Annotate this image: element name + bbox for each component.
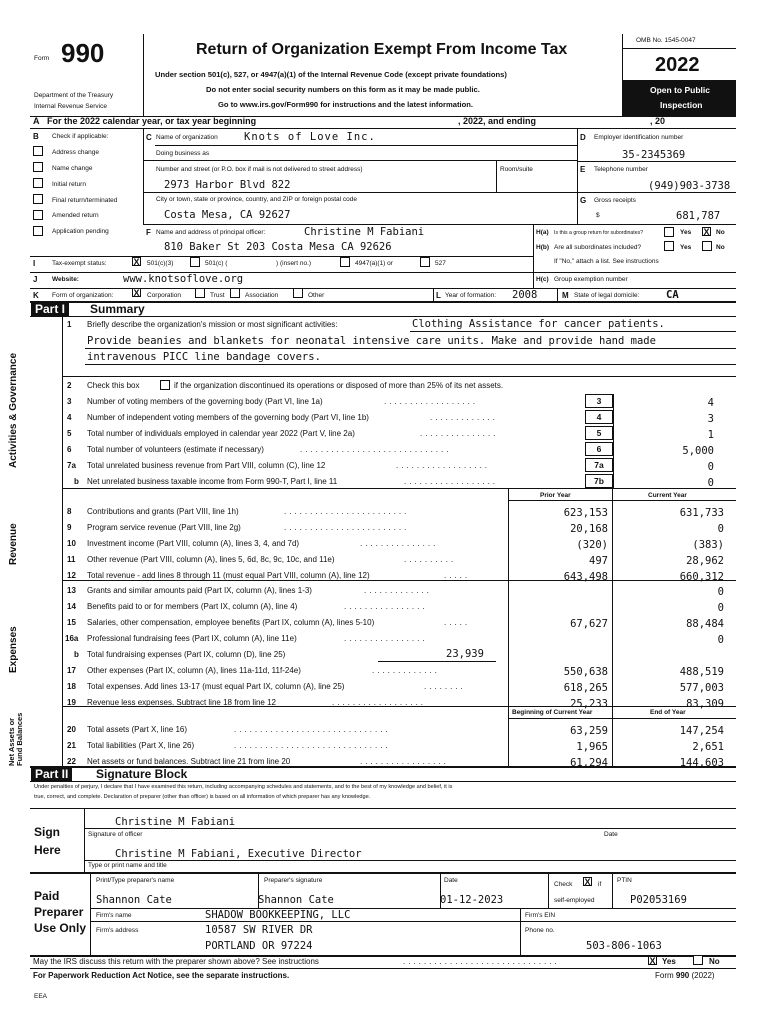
h-b-no-checkbox[interactable] [702, 241, 712, 251]
firm-name[interactable]: SHADOW BOOKKEEPING, LLC [205, 909, 351, 921]
mission-line-1[interactable]: Clothing Assistance for cancer patients. [412, 318, 665, 330]
current-value[interactable]: 577,003 [679, 682, 724, 694]
application-pending-checkbox[interactable] [33, 226, 43, 236]
form-subtitle-3: Go to www.irs.gov/Form990 for instructions and the latest information. [218, 100, 473, 109]
preparer-date-label: Date [444, 877, 458, 884]
form-number: 990 [61, 38, 105, 68]
firm-address-label: Firm's address [96, 927, 139, 934]
line-value[interactable]: 3 [707, 413, 714, 425]
room-suite-label: Room/suite [500, 166, 533, 173]
mission-line-3[interactable]: intravenous PICC line bandage covers. [87, 351, 321, 363]
line-num: 20 [67, 725, 76, 734]
section-m-label: M [562, 291, 569, 300]
line-num: 19 [67, 698, 76, 707]
principal-officer-address[interactable]: 810 Baker St 203 Costa Mesa CA 92626 [164, 241, 392, 253]
sign-date-label: Date [604, 831, 618, 838]
side-revenue: Revenue [8, 523, 19, 565]
line-box: 7b [585, 474, 613, 488]
current-value[interactable]: 144,603 [679, 757, 724, 769]
discuss-no-label: No [709, 957, 720, 966]
current-value[interactable]: 631,733 [679, 507, 724, 519]
line-num: b [74, 650, 79, 659]
currency-symbol: $ [596, 212, 600, 219]
line-a-text: For the 2022 calendar year, or tax year beginning [47, 116, 257, 126]
gross-receipts-title: Gross receipts [594, 197, 636, 204]
current-value[interactable]: 488,519 [679, 666, 724, 678]
org-street[interactable]: 2973 Harbor Blvd 822 [164, 179, 291, 191]
paid-preparer-3: Use Only [34, 921, 87, 935]
section-k-label: K [33, 291, 39, 300]
phone-value[interactable]: (949)903-3738 [648, 180, 731, 192]
officer-signature[interactable]: Christine M Fabiani [115, 816, 236, 828]
line-text: Net unrelated business taxable income from Form 990-T, Part I, line 11 [87, 477, 338, 486]
line-text: Professional fundraising fees (Part IX, column (A), line 11e) [87, 634, 297, 643]
current-value[interactable]: 83,309 [686, 698, 724, 710]
line-text: Total expenses. Add lines 13-17 (must equal Part IX, column (A), line 25) [87, 682, 345, 691]
formation-year-value[interactable]: 2008 [512, 289, 538, 301]
form-corporation-checkbox[interactable]: X [133, 288, 140, 298]
dept-irs: Internal Revenue Service [34, 103, 107, 110]
line-box: 4 [585, 410, 613, 424]
h-a-no-label: No [716, 229, 725, 236]
status-501c-label: 501(c) ( [205, 260, 228, 267]
end-year-header: End of Year [650, 709, 686, 716]
org-city[interactable]: Costa Mesa, CA 92627 [164, 209, 291, 221]
discuss-yes-label: Yes [662, 957, 676, 966]
line-num: 5 [67, 429, 72, 438]
h-c-label: H(c) [536, 276, 549, 283]
omb-number: OMB No. 1545-0047 [636, 37, 696, 44]
line-num: 11 [67, 555, 76, 564]
phone-title: Telephone number [594, 166, 648, 173]
line-text: Total assets (Part X, line 16) [87, 725, 188, 734]
line-text: Benefits paid to or for members (Part IX, column (A), line 4) [87, 602, 298, 611]
form-title: Return of Organization Exempt From Income Tax [196, 41, 568, 58]
h-a-label: H(a) [536, 229, 549, 236]
line-text: Contributions and grants (Part VIII, line 1h) [87, 507, 239, 516]
line-num: 4 [67, 413, 72, 422]
tax-year: 2022 [655, 54, 700, 76]
current-value[interactable]: 2,651 [692, 741, 724, 753]
status-4947-label: 4947(a)(1) or [355, 260, 393, 267]
line-value[interactable]: 4 [707, 397, 714, 409]
line-text: Salaries, other compensation, employee benefits (Part IX, column (A), lines 5-10) [87, 618, 375, 627]
prior-value[interactable]: (320) [576, 539, 608, 551]
prior-value[interactable]: 61,294 [570, 757, 608, 769]
form-corporation-label: Corporation [147, 292, 181, 299]
section-e-label: E [580, 165, 586, 174]
paid-preparer-2: Preparer [34, 905, 84, 919]
beginning-year-header: Beginning of Current Year [512, 709, 593, 716]
prior-value[interactable]: 25,233 [570, 698, 608, 710]
h-a-yes-checkbox[interactable] [664, 227, 674, 237]
line-num: 8 [67, 507, 72, 516]
initial-return-checkbox[interactable] [33, 178, 43, 188]
org-form-title: Form of organization: [52, 292, 114, 299]
line-value[interactable]: 0 [707, 477, 714, 489]
perjury-statement-1: Under penalties of perjury, I declare that I have examined this return, including accompanying schedules and statements, and to the best of my knowledge and belief, it is [34, 784, 453, 790]
prior-value[interactable]: 550,638 [563, 666, 608, 678]
line-num: 9 [67, 523, 72, 532]
ptin-label: PTIN [617, 877, 632, 884]
side-activities-governance: Activities & Governance [8, 352, 19, 468]
h-a-yes-label: Yes [680, 229, 692, 236]
firm-phone-label: Phone no. [525, 927, 555, 934]
line1-text: Briefly describe the organization's mission or most significant activities: [87, 320, 338, 329]
h-b-text: Are all subordinates included? [554, 244, 642, 251]
h-b-note: If "No," attach a list. See instructions [554, 258, 659, 265]
part2-title: Signature Block [96, 767, 188, 781]
line-num: 10 [67, 539, 76, 548]
officer-name-title[interactable]: Christine M Fabiani, Executive Director [115, 848, 362, 860]
h-a-text: Is this a group return for subordinates? [554, 230, 644, 236]
line-text: Total unrelated business revenue from Part VIII, column (C), line 12 [87, 461, 326, 470]
line-text: Grants and similar amounts paid (Part IX, column (A), lines 1-3) [87, 586, 312, 595]
line-num: 18 [67, 682, 76, 691]
line-text: Investment income (Part VIII, column (A), lines 3, 4, and 7d) [87, 539, 300, 548]
principal-officer-name[interactable]: Christine M Fabiani [304, 226, 425, 238]
prior-value[interactable]: 497 [589, 555, 608, 567]
h-b-no-label: No [716, 244, 725, 251]
current-value[interactable]: 88,484 [686, 618, 724, 630]
line-num: 12 [67, 571, 76, 580]
form-trust-label: Trust [210, 292, 225, 299]
line-num: 16a [65, 634, 79, 643]
status-501c-insert: ) (insert no.) [276, 260, 312, 267]
firm-phone[interactable]: 503-806-1063 [586, 940, 662, 952]
prior-value[interactable]: 618,265 [563, 682, 608, 694]
discuss-no-checkbox[interactable] [693, 955, 703, 965]
section-l-label: L [436, 291, 441, 300]
address-change-checkbox[interactable] [33, 146, 43, 156]
prior-value[interactable]: 623,153 [563, 507, 608, 519]
line-value[interactable]: 0 [707, 461, 714, 473]
form-subtitle-2: Do not enter social security numbers on this form as it may be made public. [206, 85, 480, 94]
h-c-text: Group exemption number [554, 276, 628, 283]
line-num: 22 [67, 757, 76, 766]
website-value[interactable]: www.knotsoflove.org [123, 273, 244, 285]
prior-value[interactable]: 20,168 [570, 523, 608, 535]
h-b-yes-label: Yes [680, 244, 692, 251]
discuss-question: May the IRS discuss this return with the preparer shown above? See instructions [33, 957, 319, 966]
line-num: 21 [67, 741, 76, 750]
prior-value[interactable]: 63,259 [570, 725, 608, 737]
application-pending-label: Application pending [52, 228, 109, 235]
current-value[interactable]: 28,962 [686, 555, 724, 567]
section-d-label: D [580, 133, 586, 142]
sign-here-1: Sign [34, 825, 60, 839]
prior-value[interactable]: 67,627 [570, 618, 608, 630]
h-a-no-checkbox[interactable]: X [703, 227, 710, 237]
h-b-yes-checkbox[interactable] [664, 241, 674, 251]
line-text: Other expenses (Part IX, column (A), lines 11a-11d, 11f-24e) [87, 666, 301, 675]
perjury-statement-2: true, correct, and complete. Declaration of preparer (other than officer) is based on all information of which preparer has any knowledge. [34, 794, 371, 800]
status-501c3-label: 501(c)(3) [147, 260, 174, 267]
line1-num: 1 [67, 320, 72, 329]
line-text: Total liabilities (Part X, line 26) [87, 741, 195, 750]
paperwork-notice: For Paperwork Reduction Act Notice, see the separate instructions. [33, 971, 290, 980]
line-text: Total fundraising expenses (Part IX, column (D), line 25) [87, 650, 286, 659]
line-num: b [74, 477, 79, 486]
form-subtitle-1: Under section 501(c), 527, or 4947(a)(1) of the Internal Revenue Code (except private foundations) [155, 70, 507, 79]
line-num: 15 [67, 618, 76, 627]
self-employed-checkbox[interactable]: X [584, 877, 591, 887]
form-association-label: Association [245, 292, 279, 299]
line-box: 7a [585, 458, 613, 472]
preparer-date[interactable]: 01-12-2023 [440, 894, 504, 906]
current-value[interactable]: (383) [692, 539, 724, 551]
initial-return-label: Initial return [52, 181, 86, 188]
side-net-assets: Net Assets or Fund Balances [7, 712, 24, 766]
line-num: 6 [67, 445, 72, 454]
firm-ein-label: Firm's EIN [525, 912, 556, 919]
mission-line-2[interactable]: Provide beanies and blankets for neonatal intensive care units. Make and provide hand made [87, 335, 656, 347]
section-b-title: Check if applicable: [52, 133, 109, 140]
self-employed-label: self-employed [554, 897, 595, 904]
section-i-label: I [33, 259, 36, 268]
h-b-label: H(b) [536, 244, 549, 251]
address-change-label: Address change [52, 149, 99, 156]
formation-year-title: Year of formation: [445, 292, 497, 299]
line-a-end: , 20 [650, 116, 666, 126]
status-501c3-checkbox[interactable]: X [133, 257, 140, 267]
gross-receipts-value[interactable]: 681,787 [676, 210, 721, 222]
preparer-name-label: Print/Type preparer's name [96, 877, 175, 884]
prior-value[interactable]: 1,965 [576, 741, 608, 753]
line-num: 13 [67, 586, 76, 595]
line-num: 14 [67, 602, 76, 611]
line-a-mid: , 2022, and ending [458, 116, 537, 126]
firm-name-label: Firm's name [96, 912, 132, 919]
form-footer-ref: Form 990 (2022) [655, 971, 715, 980]
if-label: if [598, 881, 602, 888]
line-text: Net assets or fund balances. Subtract line 21 from line 20 [87, 757, 291, 766]
line-text: Total number of individuals employed in calendar year 2022 (Part V, line 2a) [87, 429, 355, 438]
line2-text-b: if the organization discontinued its operations or disposed of more than 25% of its net assets. [174, 381, 504, 390]
discuss-yes-checkbox[interactable]: X [649, 956, 656, 966]
street-label: Number and street (or P.O. box if mail is not delivered to street address) [156, 166, 363, 173]
status-527-checkbox[interactable] [420, 257, 430, 267]
current-value[interactable]: 0 [717, 523, 724, 535]
line-box: 6 [585, 442, 613, 456]
current-value[interactable]: 0 [717, 634, 724, 646]
org-name[interactable]: Knots of Love Inc. [244, 131, 376, 143]
firm-address-2[interactable]: PORTLAND OR 97224 [205, 940, 313, 952]
ein-value[interactable]: 35-2345369 [622, 149, 686, 161]
line-text: Number of voting members of the governing body (Part VI, line 1a) [87, 397, 323, 406]
form-prefix: Form [34, 55, 50, 62]
domicile-title: State of legal domicile: [574, 292, 640, 299]
check-label: Check [554, 881, 573, 888]
open-public-1: Open to Public [650, 85, 710, 95]
city-label: City or town, state or province, country, and ZIP or foreign postal code [156, 196, 357, 203]
dba-label: Doing business as [156, 150, 210, 157]
preparer-ptin[interactable]: P02053169 [630, 894, 687, 906]
ein-title: Employer identification number [594, 134, 684, 141]
amended-return-checkbox[interactable] [33, 210, 43, 220]
amended-return-label: Amended return [52, 212, 99, 219]
section-c-label: C [146, 133, 152, 142]
firm-address-1[interactable]: 10587 SW RIVER DR [205, 924, 313, 936]
discontinued-checkbox[interactable] [160, 380, 170, 390]
part2-tag: Part II [31, 767, 72, 781]
dept-treasury: Department of the Treasury [34, 92, 114, 99]
line-value[interactable]: 1 [707, 429, 714, 441]
status-4947-checkbox[interactable] [340, 257, 350, 267]
current-value[interactable]: 0 [717, 602, 724, 614]
part1-tag: Part I [31, 302, 69, 316]
section-g-label: G [580, 196, 587, 205]
section-f-label: F [146, 228, 151, 237]
status-527-label: 527 [435, 260, 446, 267]
prior-year-header: Prior Year [540, 492, 571, 499]
form-trust-checkbox[interactable] [195, 288, 205, 298]
line2-text-a: Check this box [87, 381, 140, 390]
part1-title: Summary [90, 302, 145, 316]
name-change-checkbox[interactable] [33, 162, 43, 172]
side-expenses: Expenses [8, 626, 19, 673]
line-box: 5 [585, 426, 613, 440]
form-association-checkbox[interactable] [230, 288, 240, 298]
current-value[interactable]: 0 [717, 586, 724, 598]
form-other-checkbox[interactable] [293, 288, 303, 298]
org-name-label: Name of organization [156, 134, 218, 141]
current-year-header: Current Year [648, 492, 687, 499]
status-501c-checkbox[interactable] [190, 257, 200, 267]
line-box: 3 [585, 394, 613, 408]
paid-preparer-1: Paid [34, 889, 60, 903]
line-text: Revenue less expenses. Subtract line 18 from line 12 [87, 698, 276, 707]
principal-officer-label: Name and address of principal officer: [156, 229, 266, 236]
preparer-name[interactable]: Shannon Cate [96, 894, 172, 906]
preparer-sig-label: Preparer's signature [264, 877, 323, 884]
line-text: Total number of volunteers (estimate if necessary) [87, 445, 264, 454]
line-text: Other revenue (Part VIII, column (A), lines 5, 6d, 8c, 9c, 10c, and 11e) [87, 555, 335, 564]
line-text: Total revenue - add lines 8 through 11 (must equal Part VIII, column (A), line 12) [87, 571, 370, 580]
final-return-label: Final return/terminated [52, 197, 118, 204]
website-title: Website: [52, 276, 79, 283]
section-b-label: B [33, 132, 39, 141]
line-num: 17 [67, 666, 76, 675]
line-value[interactable]: 5,000 [682, 445, 714, 457]
current-value[interactable]: 660,312 [679, 571, 724, 583]
open-public-2: Inspection [660, 100, 703, 110]
fundraising-inline-value[interactable]: 23,939 [446, 648, 484, 660]
signature-label: Signature of officer [88, 831, 143, 838]
form-other-label: Other [308, 292, 325, 299]
final-return-checkbox[interactable] [33, 194, 43, 204]
name-change-label: Name change [52, 165, 93, 172]
preparer-signature[interactable]: Shannon Cate [258, 894, 334, 906]
sign-here-2: Here [34, 843, 61, 857]
prior-value[interactable]: 643,498 [563, 571, 608, 583]
line-text: Number of independent voting members of the governing body (Part VI, line 1b) [87, 413, 369, 422]
line2-num: 2 [67, 381, 72, 390]
name-title-label: Type or print name and title [88, 862, 167, 869]
current-value[interactable]: 147,254 [679, 725, 724, 737]
line-text: Program service revenue (Part VIII, line 2g) [87, 523, 241, 532]
line-a-label: A [33, 116, 40, 126]
line-num: 3 [67, 397, 72, 406]
section-j-label: J [33, 275, 38, 284]
line-num: 7a [67, 461, 76, 470]
tax-exempt-title: Tax-exempt status: [52, 260, 107, 267]
eea-mark: EEA [34, 993, 48, 1000]
domicile-value[interactable]: CA [666, 289, 679, 301]
